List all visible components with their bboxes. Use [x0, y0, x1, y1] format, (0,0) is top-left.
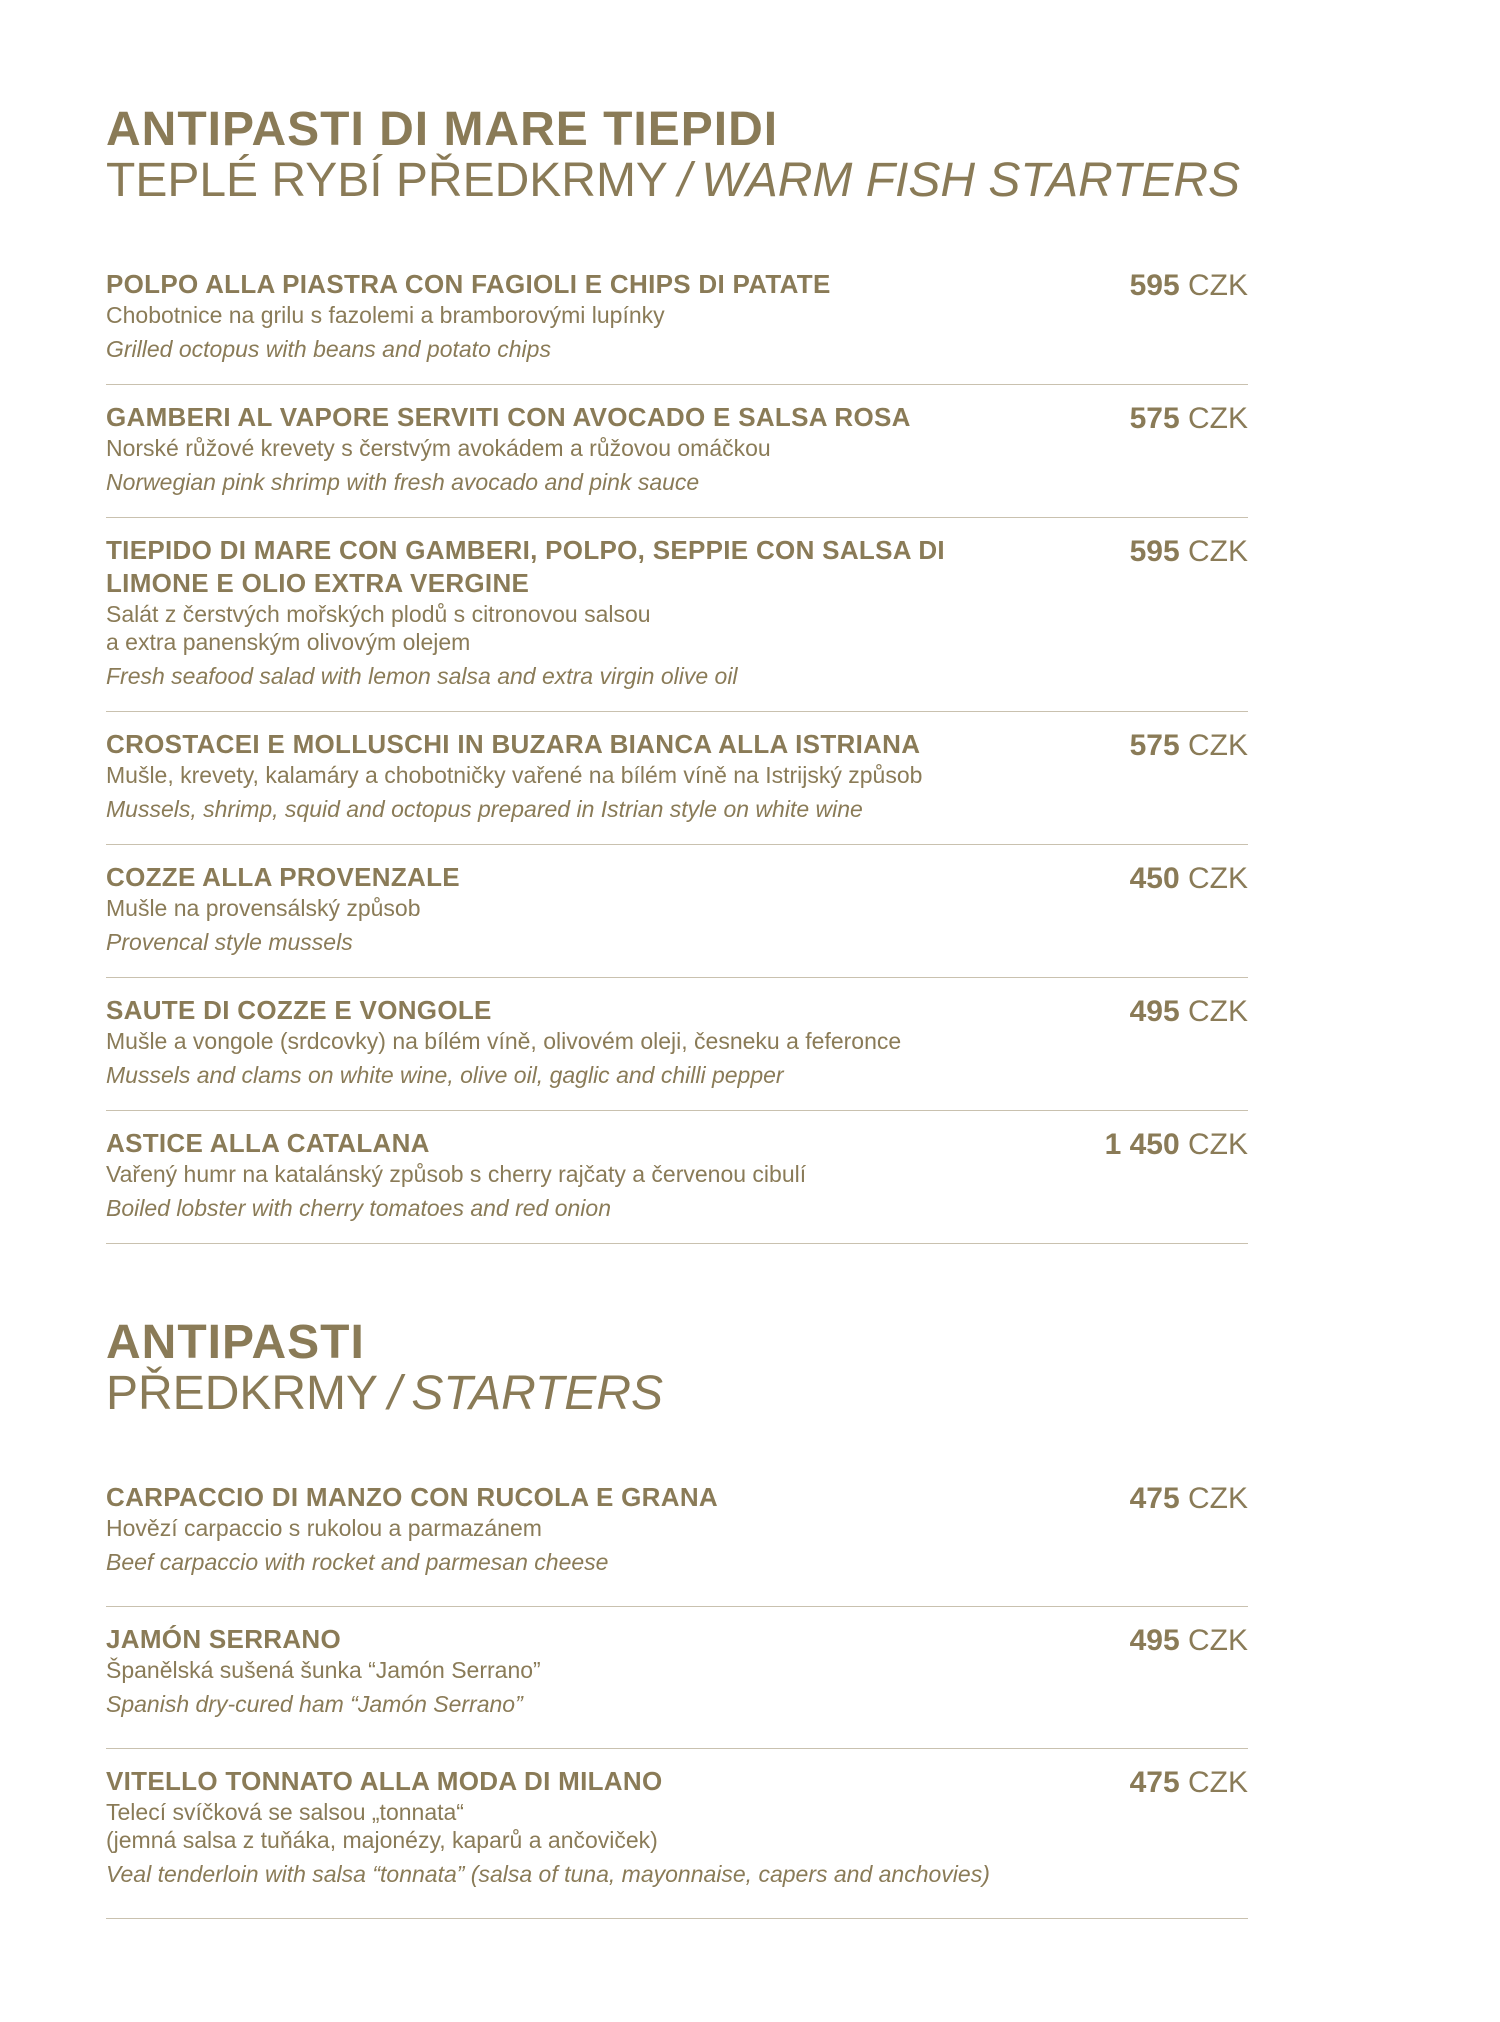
menu-item-description-en: Mussels, shrimp, squid and octopus prepared in Istrian style on white wine: [106, 795, 863, 822]
price-amount: 475: [1129, 1765, 1180, 1799]
menu-item-price: [1130, 729, 1248, 763]
price-amount: 495: [1129, 994, 1180, 1028]
menu-item-name: POLPO ALLA PIASTRA CON FAGIOLI E CHIPS DI PATATE: [106, 268, 831, 299]
menu-item-description-en: Beef carpaccio with rocket and parmesan cheese: [106, 1548, 609, 1575]
section-subtitle-separator: /: [677, 153, 692, 207]
menu-item-description-cz: Španělská sušená šunka “Jamón Serrano”: [106, 1656, 541, 1683]
price-currency: CZK: [1188, 1623, 1248, 1657]
menu-item-description-en: Norwegian pink shrimp with fresh avocado and pink sauce: [106, 468, 700, 495]
price-amount: 475: [1129, 1481, 1180, 1515]
menu-item-text: [106, 401, 1066, 496]
section-subtitle: [106, 1366, 1248, 1420]
menu-item-name: COZZE ALLA PROVENZALE: [106, 861, 460, 892]
section-subtitle-en: STARTERS: [411, 1366, 663, 1420]
menu-item-text: [106, 1481, 1066, 1576]
menu-item-name: JAMÓN SERRANO: [106, 1623, 342, 1654]
menu-item-price: [1130, 402, 1248, 436]
section-title: ANTIPASTI: [106, 1315, 365, 1369]
menu-item-text: [106, 728, 1066, 823]
menu-item-price: [1130, 995, 1248, 1029]
price-amount: 575: [1129, 728, 1180, 762]
menu-item-text: [106, 1623, 1066, 1718]
menu-item-price: [1130, 1482, 1248, 1516]
menu-item-text: [106, 268, 1066, 363]
section-starters: [106, 1315, 1248, 1919]
section-warm-fish-starters: [106, 105, 1248, 1244]
price-currency: CZK: [1188, 861, 1248, 895]
menu-item-description-en: Spanish dry-cured ham “Jamón Serrano”: [106, 1690, 523, 1717]
price-amount: 450: [1129, 861, 1180, 895]
menu-item-name: ASTICE ALLA CATALANA: [106, 1127, 430, 1158]
menu-item-name: GAMBERI AL VAPORE SERVITI CON AVOCADO E SALSA ROSA: [106, 401, 911, 432]
section-subtitle-en: WARM FISH STARTERS: [701, 153, 1240, 207]
price-currency: CZK: [1188, 1765, 1248, 1799]
menu-item-text: [106, 534, 1066, 690]
menu-item-description-cz: Hovězí carpaccio s rukolou a parmazánem: [106, 1514, 542, 1541]
section-subtitle: [106, 153, 1248, 207]
price-amount: 595: [1129, 268, 1180, 302]
menu-item-description-cz: Mušle, krevety, kalamáry a chobotničky vařené na bílém víně na Istrijský způsob: [106, 761, 923, 788]
menu-item: [106, 1607, 1248, 1749]
menu-item-price: [1130, 862, 1248, 896]
menu-item-price: [1130, 1766, 1248, 1800]
price-amount: 575: [1129, 401, 1180, 435]
price-currency: CZK: [1188, 1481, 1248, 1515]
menu-item-description-cz: Norské růžové krevety s čerstvým avokádem a růžovou omáčkou: [106, 434, 771, 461]
menu-item-price: [1105, 1128, 1248, 1162]
menu-item-text: [106, 1765, 1066, 1888]
menu-item-description-cz: Mušle na provensálský způsob: [106, 894, 421, 921]
menu-item-name: TIEPIDO DI MARE CON GAMBERI, POLPO, SEPPIE CON SALSA DI LIMONE E OLIO EXTRA VERGINE: [106, 534, 945, 598]
menu-item-name: CARPACCIO DI MANZO CON RUCOLA E GRANA: [106, 1481, 718, 1512]
price-currency: CZK: [1188, 994, 1248, 1028]
menu-item-text: [106, 994, 1066, 1089]
menu-item: [106, 385, 1248, 518]
menu-item-price: [1130, 1624, 1248, 1658]
menu-item-description-en: Fresh seafood salad with lemon salsa and extra virgin olive oil: [106, 662, 738, 689]
menu-item-price: [1130, 269, 1248, 303]
menu-item-description-en: Mussels and clams on white wine, olive oil, gaglic and chilli pepper: [106, 1061, 784, 1088]
menu-item-description-cz: Chobotnice na grilu s fazolemi a bramborovými lupínky: [106, 301, 665, 328]
menu-item-description-en: Veal tenderloin with salsa “tonnata” (salsa of tuna, mayonnaise, capers and anchovies): [106, 1860, 990, 1887]
menu-item: [106, 978, 1248, 1111]
price-currency: CZK: [1188, 728, 1248, 762]
price-amount: 595: [1129, 534, 1180, 568]
menu-item-name: SAUTE DI COZZE E VONGOLE: [106, 994, 492, 1025]
section-subtitle-cz: TEPLÉ RYBÍ PŘEDKRMY: [106, 153, 668, 207]
menu-item-description-cz: Vařený humr na katalánský způsob s cherry rajčaty a červenou cibulí: [106, 1160, 807, 1187]
menu-item-description-en: Grilled octopus with beans and potato chips: [106, 335, 551, 362]
section-subtitle-separator: /: [388, 1366, 402, 1420]
menu-item: [106, 252, 1248, 385]
menu-item: [106, 845, 1248, 978]
price-currency: CZK: [1188, 1127, 1248, 1161]
menu-item-description-cz: Salát z čerstvých mořských plodů s citronovou salsou a extra panenským olivovým olejem: [106, 600, 651, 655]
menu-item-name: CROSTACEI E MOLLUSCHI IN BUZARA BIANCA ALLA ISTRIANA: [106, 728, 921, 759]
menu-item: [106, 1749, 1248, 1919]
menu-item-name: VITELLO TONNATO ALLA MODA DI MILANO: [106, 1765, 663, 1796]
price-currency: CZK: [1188, 268, 1248, 302]
menu-item: [106, 712, 1248, 845]
price-currency: CZK: [1188, 401, 1248, 435]
menu-item-text: [106, 861, 1066, 956]
menu-item-price: [1130, 535, 1248, 569]
menu-page: [106, 105, 1248, 1919]
menu-item-description-en: Boiled lobster with cherry tomatoes and red onion: [106, 1194, 612, 1221]
menu-item-text: [106, 1127, 1066, 1222]
price-amount: 1 450: [1104, 1127, 1180, 1161]
price-amount: 495: [1129, 1623, 1180, 1657]
price-currency: CZK: [1188, 534, 1248, 568]
section-title: ANTIPASTI DI MARE TIEPIDI: [106, 103, 779, 156]
section-subtitle-cz: PŘEDKRMY: [106, 1366, 379, 1420]
menu-item: [106, 1465, 1248, 1607]
menu-item: [106, 518, 1248, 712]
menu-item-description-en: Provencal style mussels: [106, 928, 353, 955]
menu-item: [106, 1111, 1248, 1244]
menu-item-description-cz: Mušle a vongole (srdcovky) na bílém víně, olivovém oleji, česneku a feferonce: [106, 1027, 902, 1054]
menu-item-description-cz: Telecí svíčková se salsou „tonnata“ (jemná salsa z tuňáka, majonézy, kaparů a ančoviček): [106, 1798, 658, 1853]
